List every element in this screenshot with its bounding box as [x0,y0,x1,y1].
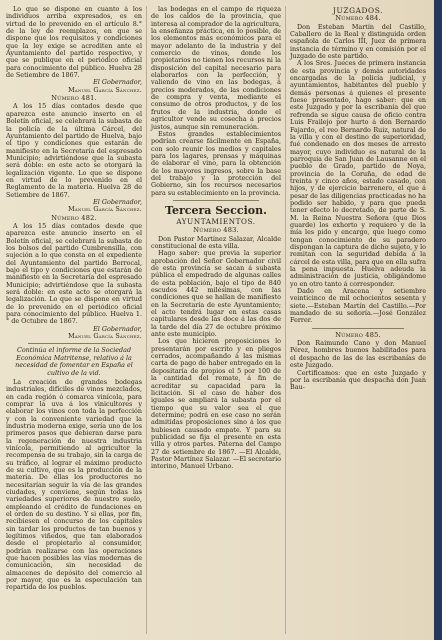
page-columns [6,6,438,634]
notice-paragraph: Hago saber: que previa la superior aprobación del Señor Gobernador civil de esta provincia se sacan á subasta pública el empedrado de algunas calles de esta población, bajo el tipo de 840 escudos 442 milésimas, con las condiciones que se hallan de manifiesto en la Secretaría de este Ayuntamiento; el acto tendrá lugar en estas casas capitulares desde las doce á las dos de la tarde del día 27 de octubre próximo ante este municipio. [151,249,281,339]
column-middle [147,6,286,634]
section-title: Tercera Seccion. [165,203,267,217]
column-left [6,6,147,634]
binding-edge [434,0,442,640]
notice-paragraph: A los 15 días contados desde que aparezca este anuncio inserto en el Boletín oficial, se celebrará la subasta de la policía de la última Cárcel, del Ayuntamiento del partido de Huelva, bajo el tipo y condiciones que estarán de manifiesto en la Secretaría del espresado Municipio; advirtiéndose que la subasta será doble: en este acto se otorgará la legalización vigente. Lo que se dispone en virtud de lo prevenido en el Reglamento de la materia. Huelva 28 de Setiembre de 1867. [6,102,142,199]
divider-rule [173,200,259,201]
signature-name: Manuel García Sánchez. [68,85,142,94]
notice-paragraph: Dado en Aracena y setiembre veinticinco de mil ochocientos sesenta y siete.—Esteban Martín del Castillo.—Por mandado de su señoría.—José González Ferrer. [290,287,426,325]
notice-paragraph: Lo que se dispone en cuanto á los individuos arriba expresados, es en virtud de lo prevenido en el artículo 8.° de la ley de reemplazos, en que se dispone que los requisitos y condiciones que la ley exige se acrediten ante el Ayuntamiento del partido respectivo, y que se publique en el periódico oficial para conocimiento del público. Huelva 28 de Setiembre de 1867. [6,6,142,80]
divider-rule [28,343,120,344]
article-paragraph: La creación de grandes bodegas industriales, difíciles de vinos mezclados, en cada región ó comarca vinícola, para comprar la uva á los vinicultores y elaborar los vinos con toda la perfección y con la conveniente variedad que la industria moderna exige, sería uno de los primeros pasos que debieran darse para la regeneración de nuestra industria vinícola, permitiendo al agricultor la recompensa de su trabajo, sin la carga de su tráfico, al lograr el máximo producto de su cultivo, que es la producción de la materia. De ellas los productores no necesitarían seguir la vía de las grandes ciudades, y conviene, según todas las variedades superiores de nuestro suelo, empleando el crédito de fundaciones en el orden de su destino. Y si ellas, por fin, recibiesen el concurso de los capitales sin tardar los productos de tan buenos y legítimos viñedos, que tan elaborados desde el propietario al consumidor, podrían realizarse con las operaciones que hacen posibles las vías modernas de comunicación, sin necesidad de almacenes de depósito del comercio al por mayor, que es la especulación tan repartida de los pueblos. [6,377,142,592]
article-paragraph: las bodegas en el campo de riqueza de los caldos de la provincia, que interesa al comprador de la agricultura, la enseñanza práctica, en lo posible, de los elementos más económicos para el mayor adelanto de la industria y del comercio de vinos, donde los propietarios no tienen los recursos ni la disposición del capital necesario para elaborarlos con la perfección, y valiendo de vino en las bodegas, á precios moderados, de las condiciones de compra y venta, mediante el consumo de otros productos, y de los frutos de la industria, donde el agricultor vende su cosecha á precios justos, aunque sin remuneración. [151,6,281,131]
notice-paragraph: Don Esteban Martín del Castillo, Caballero de la Real y distinguida orden española de Carlos III, Juez de primera instancia de término y en comisión por el Juzgado de este partido. [290,22,426,61]
section-subtitle: AYUNTAMIENTOS. [176,216,256,226]
notice-paragraph: Certificamos: que en este Juzgado y por la escribanía que despacha don Juan Bau- [290,368,426,392]
signature-name: Manuel García Sánchez. [68,205,142,214]
signature-title: El Gobernador, [93,324,142,333]
signature-title: El Gobernador, [93,78,142,87]
signature-name: Manuel García Sánchez. [68,332,142,341]
signature-title: El Gobernador, [93,197,142,206]
article-paragraph: Estos grandes establecimientos podrían crearse fácilmente en España, con solo reunir los medios y capitales para los lagares, prensas y máquinas de elaborar el vino, para la obtención de los mayores ingresos, sobre la base del trabajo y la protección del Gobierno, sin los recursos necesarios para su establecimiento en la provincia. [151,129,281,197]
notice-number: Número 482. [51,213,97,222]
divider-rule [312,328,404,329]
notice-number: Número 481. [51,94,97,103]
column-right [286,6,426,634]
notice-paragraph: Los que hicieren proposiciones lo presentarán por escrito y en pliegos cerrados, acompañando á las mismas carta de pago de haber entregado en la depositaría de propios el 5 por 100 de la cantidad del remate, á fin de acreditar su capacidad para la licitación. Si el caso de haber dos iguales se ampliará la subasta por el tiempo que su valor sea el que determine; podrá en ese caso no serán admitidas proposiciones sino á los que hubiesen causado empate. Y para su publicidad se fija el presente en esta villa y otros partes. Paterna del Campo 27 de setiembre de 1867. —El Alcalde, Pastor Martínez Salazar. —El secretario interino, Manuel Urbano. [151,337,281,471]
section-header: JUZGADOS. [332,6,384,15]
notice-paragraph: Don Pastor Martínez Salazar, Alcalde constitucional de esta villa. [151,234,281,250]
notice-number: Número 484. [335,14,381,23]
notice-paragraph: A los Sres. Jueces de primera instancia de esta provincia y demás autoridades encargadas de la policía judicial, y ayuntamientos, habitantes del pueblo y demás personas á quienes el presente fuese presentado, hago saber: que en este Juzgado y por la escribanía del que refrenda se sigue causa de oficio contra Luis Frailejo por hurto á don Bernardo Fajardo, el reo Bernardo Ruiz, natural de la villa y con el destino de superioridad, fué condenado en dos meses de arresto mayor, cuyo individuo es natural de la parroquia de San Juan de Lausanne en el pueblo de Grado, partido de Noya, provincia de la Coruña, de edad de treinta y cinco años, estado casado, con hijos, y de ejercicio barrenero, el que á pesar de las diligencias practicadas no ha podido ser habido, y para que pueda tener efecto lo decretado, de parte de S. M. la Reina Nuestra Señora (que Dios guarde) los exhorto y requiero y de la mía les pido y encargo, que luego como tengan conocimiento de su paradero dispongan la captura de dicho sujeto, y lo remitan con la seguridad debida á la cárcel de esta villa, para que en ella sufra la pena impuesta. Huelva adeuda la administración de justicia, obligándome yo en otro tanto á corresponder. [290,59,426,288]
notice-number: Número 483. [193,226,239,235]
notice-number: Número 485. [335,330,381,339]
notice-paragraph: Don Raimundo Cano y don Manuel Pérez, hombres buenos habilitados para el despacho de las de las escribanías de este Juzgado. [290,339,426,370]
article-heading: Continúa el informe de la Sociedad Económica Matritense, relativo á la necesidad de fomentar en España el cultivo de la vid. [15,346,133,377]
notice-paragraph: A los 15 días contados desde que aparezca este anuncio inserto en el Boletín oficial, se celebrará la subasta de los bolsos del partido Cumbrensilla, con sujeción a lo que consta en el expediente del Ayuntamiento del partido Berrocal, bajo el tipo y condiciones que estarán de manifiesto en la Secretaría del espresado Municipio; advirtiéndose que la subasta será doble: en este acto se otorgará la legalización. Lo que se dispone en virtud de lo prevenido en el periódico oficial para conocimiento del público. Huelva 1.° de Octubre de 1867. [6,221,142,326]
